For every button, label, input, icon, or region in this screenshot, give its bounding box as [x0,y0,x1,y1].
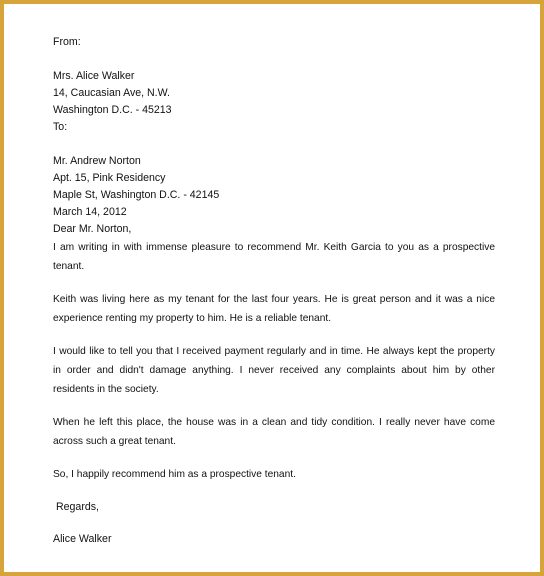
sender-address-block [53,68,495,119]
body-paragraph-3: I would like to tell you that I received payment regularly and in time. He always kept the property in order and didn't damage anything. I never received any complaints about him by other residents in the society. [53,346,495,395]
spacer [53,328,495,342]
spacer [53,516,495,531]
recommendation-letter [53,34,495,548]
spacer [53,276,495,290]
body-paragraph-2: Keith was living here as my tenant for the last four years. He is great person and it was a nice experience renting my property to him. He is a reliable tenant. [53,294,495,324]
spacer [53,484,495,499]
body-paragraph-5: So, I happily recommend him as a prospective tenant. [53,469,296,480]
letter-date: March 14, 2012 [53,206,127,218]
spacer [53,451,495,465]
salutation: Dear Mr. Norton, [53,223,132,235]
to-label: To: [53,121,68,133]
spacer [53,136,495,153]
body-paragraph-1: I am writing in with immense pleasure to recommend Mr. Keith Garcia to you as a prospective tenant. [53,242,495,272]
sender-address-line2: Washington D.C. - 45213 [53,104,172,116]
spacer [53,399,495,413]
recipient-address-line2: Maple St, Washington D.C. - 42145 [53,189,220,201]
recipient-name: Mr. Andrew Norton [53,155,141,167]
body-paragraph-4: When he left this place, the house was in a clean and tidy condition. I really never have come across such a great tenant. [53,417,495,447]
recipient-address-line1: Apt. 15, Pink Residency [53,172,166,184]
closing: Regards, [56,501,99,513]
signature-name: Alice Walker [53,533,112,545]
letter-page [4,4,540,572]
sender-name: Mrs. Alice Walker [53,70,135,82]
from-label: From: [53,36,81,48]
spacer [53,51,495,68]
sender-address-line1: 14, Caucasian Ave, N.W. [53,87,170,99]
recipient-address-block [53,153,495,204]
